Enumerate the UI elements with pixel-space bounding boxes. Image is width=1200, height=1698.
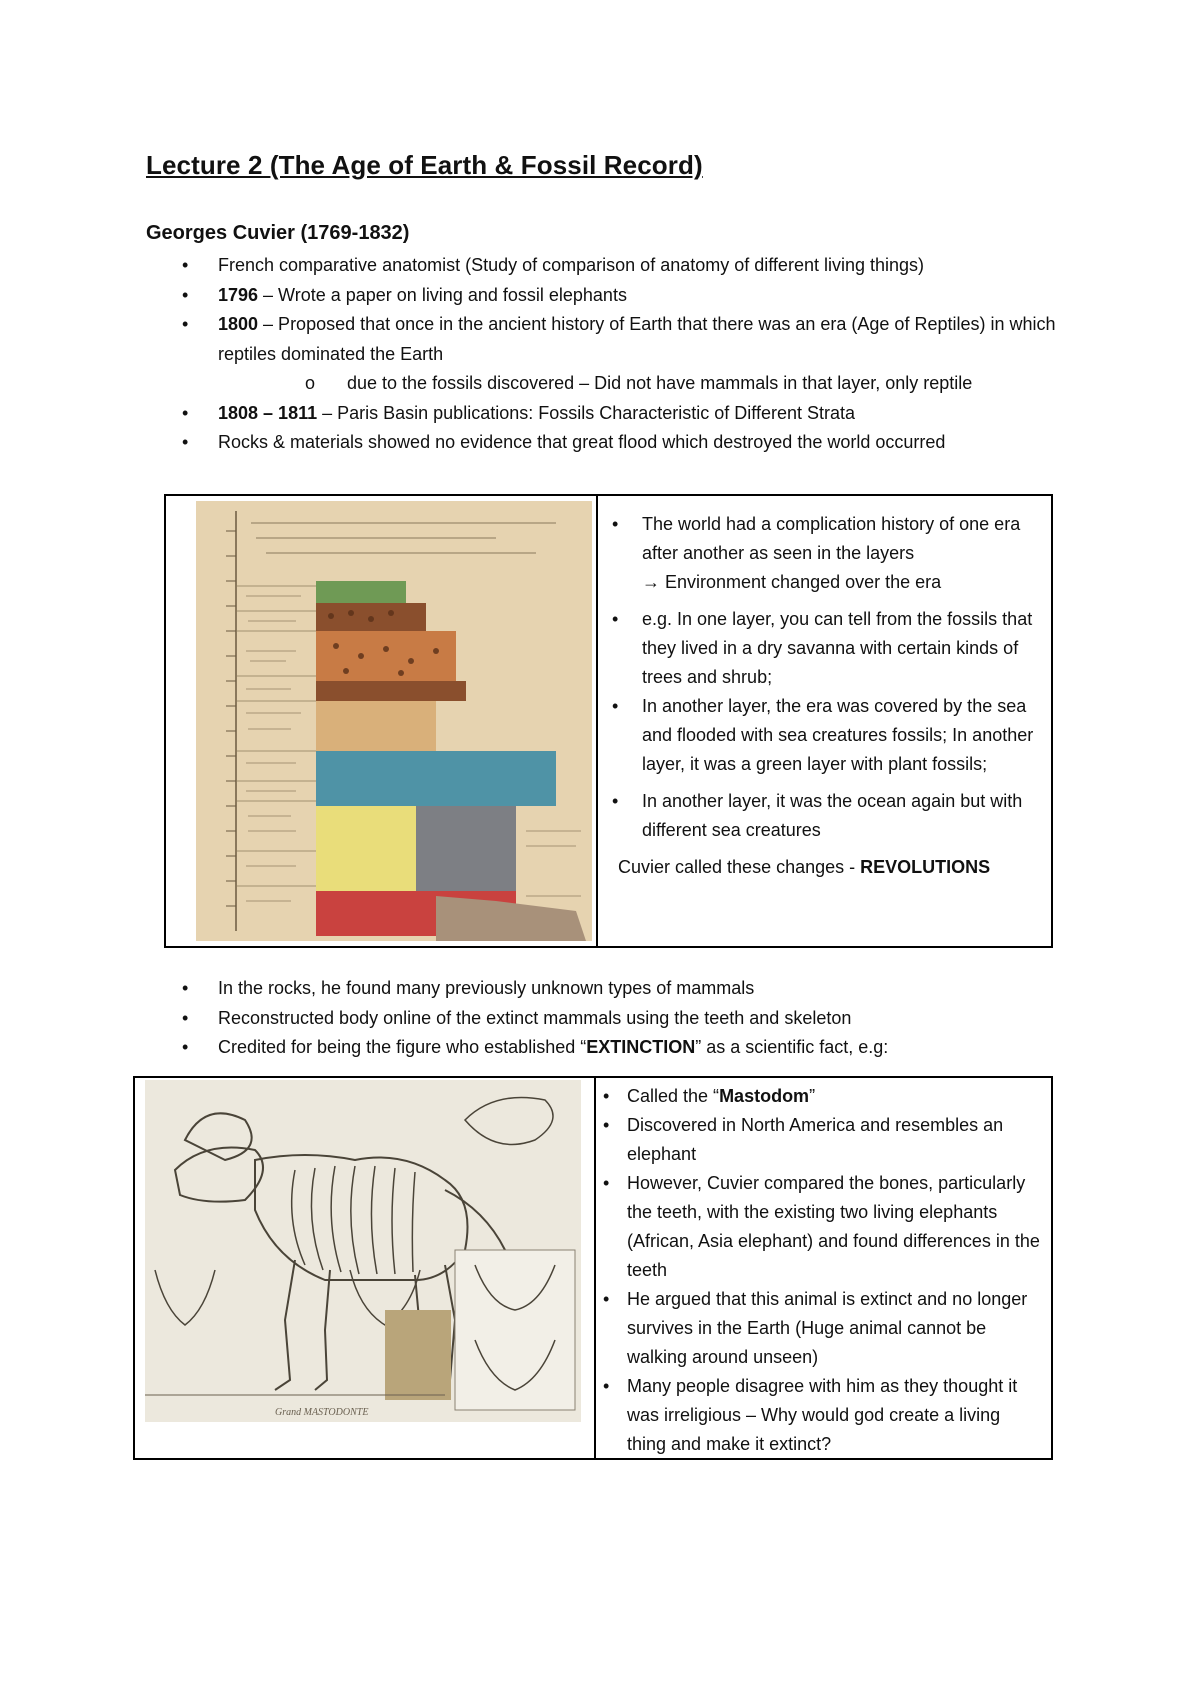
strata-table (164, 494, 1053, 948)
mastodon-skeleton-figure (145, 1080, 581, 1422)
page-title: Lecture 2 (The Age of Earth & Fossil Record) (146, 150, 703, 180)
strata-dark-layer (316, 681, 466, 701)
revolutions-note: Cuvier called these changes - REVOLUTIONS (618, 857, 991, 877)
strata-sand-layer (316, 701, 436, 751)
strata-bullet-list (612, 510, 1042, 845)
section-heading: Georges Cuvier (1769-1832) (146, 222, 410, 244)
list-item: • Many people disagree with him as they thought it was irreligious – Why would god create a living thing and make it extinct? (603, 1372, 1043, 1459)
list-item: • French comparative anatomist (Study of comparison of anatomy of different living things) (146, 251, 1058, 281)
list-item: • 1796 – Wrote a paper on living and fossil elephants (146, 281, 1058, 311)
paris-basin-strata-figure (196, 501, 592, 941)
list-item: • 1808 – 1811 – Paris Basin publications: Fossils Characteristic of Different Strata (146, 399, 1058, 429)
teeth-photo-inset (385, 1310, 451, 1400)
list-item: • In the rocks, he found many previously unknown types of mammals (146, 974, 888, 1004)
list-item: • In another layer, the era was covered by the sea and flooded with sea creatures fossils; In another layer, it was a green layer with plant fossils; (612, 692, 1042, 779)
figure-caption: Grand MASTODONTE (275, 1407, 369, 1418)
strata-illustration (196, 501, 592, 941)
arrow-note: → Environment changed over the era (642, 572, 942, 592)
sub-list-item: o due to the fossils discovered – Did not have mammals in that layer, only reptile (305, 373, 973, 393)
strata-explanation (612, 510, 1042, 882)
strata-gray-layer (416, 806, 516, 891)
strata-orange-layer (316, 631, 456, 681)
list-item: • Reconstructed body online of the extinct mammals using the teeth and skeleton (146, 1004, 888, 1034)
mastodon-illustration (145, 1080, 581, 1422)
mastodon-table (133, 1076, 1053, 1460)
tooth-sketch-inset (455, 1250, 575, 1410)
table-divider (596, 496, 598, 946)
mastodon-bullet-list (603, 1082, 1043, 1459)
strata-teal-layer (316, 751, 556, 806)
table-divider (594, 1078, 596, 1458)
strata-green-layer (316, 581, 406, 603)
list-item: • However, Cuvier compared the bones, particularly the teeth, with the existing two living elephants (African, Asia elephant) and found differences in the teeth (603, 1169, 1043, 1285)
list-item: • He argued that this animal is extinct and no longer survives in the Earth (Huge animal cannot be walking around unseen) (603, 1285, 1043, 1372)
list-item: • In another layer, it was the ocean again but with different sea creatures (612, 787, 1042, 845)
mastodon-explanation (603, 1082, 1043, 1459)
list-item: • e.g. In one layer, you can tell from the fossils that they lived in a dry savanna with certain kinds of trees and shrub; (612, 605, 1042, 692)
list-item: • Discovered in North America and resembles an elephant (603, 1111, 1043, 1169)
list-item: • Called the “Mastodom” (603, 1082, 1043, 1111)
list-item: • 1800 – Proposed that once in the ancient history of Earth that there was an era (Age of Reptiles) in which reptiles dominated the Earth o due to the fossils discovered – Did not have mammals in that layer, only reptile (146, 310, 1058, 399)
list-item: • Rocks & materials showed no evidence that great flood which destroyed the world occurred (146, 428, 1058, 458)
cuvier-bullet-list (146, 251, 1058, 458)
list-item: • The world had a complication history of one era after another as seen in the layers → Environment changed over the era (612, 510, 1042, 597)
extinction-bullet-list (146, 974, 888, 1063)
sub-list (218, 369, 1058, 399)
list-item: • Credited for being the figure who established “EXTINCTION” as a scientific fact, e.g: (146, 1033, 888, 1063)
